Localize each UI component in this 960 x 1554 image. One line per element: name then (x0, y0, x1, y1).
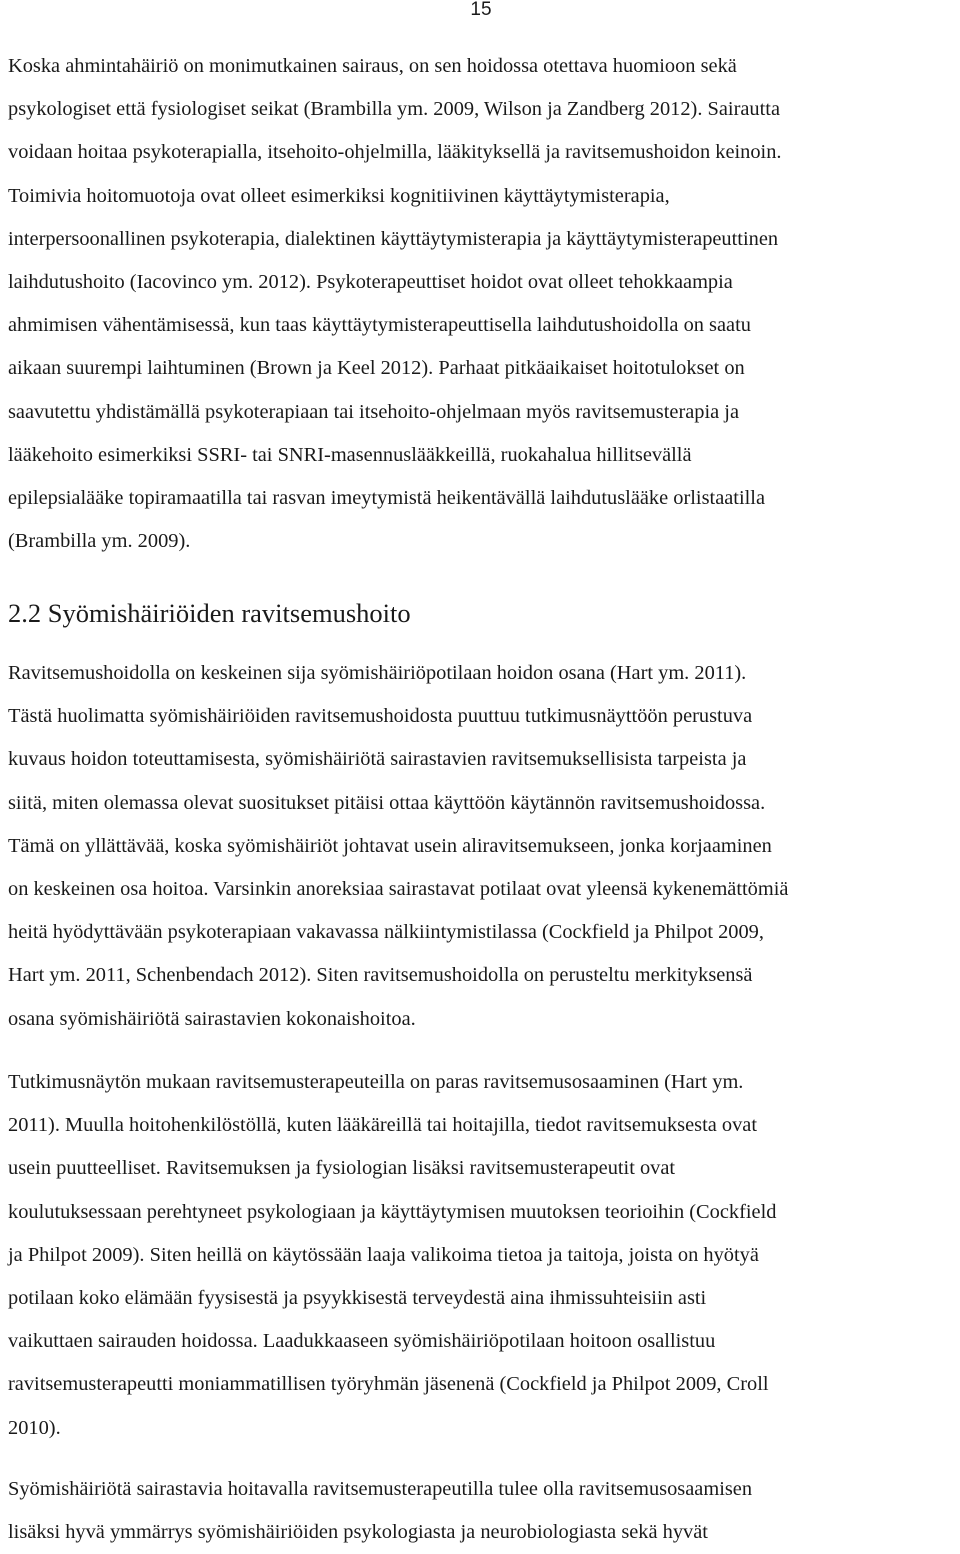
paragraph-binge-eating-treatment: Koska ahmintahäiriö on monimutkainen sairaus, on sen hoidossa otettava huomioon sekä psykologiset että fysiologiset seikat (Brambilla ym. 2009, Wilson ja Zandberg 2012). Sairautta voidaan hoitaa psykoterapialla, itsehoito-ohjelmilla, lääkityksellä ja ravitsemushoidon keinoin. Toimivia hoitomuotoja ovat olleet esimerkiksi kognitiivinen käyttäytymisterapia, interpersoonallinen psykoterapia, dialektinen käyttäytymisterapia ja käyttäytymisterapeuttinen laihdutushoito (Iacovinco ym. 2012). Psykoterapeuttiset hoidot ovat olleet tehokkaampia ahmimisen vähentämisessä, kun taas käyttäytymisterapeuttisella laihdutushoidolla on saatu aikaan suurempi laihtuminen (Brown ja Keel 2012). Parhaat pitkäaikaiset hoitotulokset on saavutettu yhdistämällä psykoterapiaan tai itsehoito-ohjelmaan myös ravitsemusterapia ja lääkehoito esimerkiksi SSRI- tai SNRI-masennuslääkkeillä, ruokahalua hillitsevällä epilepsialääke topiramaatilla tai rasvan imeytymistä heikentävällä laihdutuslääke orlistaatilla (Brambilla ym. 2009). (8, 55, 782, 553)
paragraph-therapist-requirements: Syömishäiriötä sairastavia hoitavalla ravitsemusterapeutilla tulee olla ravitsemusosaamisen lisäksi hyvä ymmärrys syömishäiriöiden psykologiasta ja neurobiologiasta sekä hyvät (8, 1478, 753, 1544)
section-heading: 2.2 Syömishäiriöiden ravitsemushoito (8, 598, 411, 628)
paragraph-nutrition-therapist-expertise: Tutkimusnäytön mukaan ravitsemusterapeuteilla on paras ravitsemusosaaminen (Hart ym. 2011). Muulla hoitohenkilöstöllä, kuten lääkäreillä tai hoitajilla, tiedot ravitsemuksesta ovat usein puutteelliset. Ravitsemuksen ja fysiologian lisäksi ravitsemusterapeutit ovat koulutuksessaan perehtyneet psykologiaan ja käyttäytymisen muutoksen teorioihin (Cockfield ja Philpot 2009). Siten heillä on käytössään laaja valikoima tietoa ja taitoja, joista on hyötyä potilaan koko elämään fyysisestä ja psyykkisestä terveydestä aina ihmissuhteisiin asti vaikuttaen sairauden hoidossa. Laadukkaaseen syömishäiriöpotilaan hoitoon osallistuu ravitsemusterapeutti moniammatillisen työryhmän jäsenenä (Cockfield ja Philpot 2009, Croll 2010). (8, 1071, 777, 1439)
paragraph-nutrition-therapy-role: Ravitsemushoidolla on keskeinen sija syömishäiriöpotilaan hoidon osana (Hart ym. 2011). Tästä huolimatta syömishäiriöiden ravitsemushoidosta puuttuu tutkimusnäyttöön perustuva kuvaus hoidon toteuttamisesta, syömishäiriötä sairastavien ravitsemuksellisista tarpeista ja siitä, miten olemassa olevat suositukset pitäisi ottaa käyttöön käytännön ravitsemushoidossa. Tämä on yllättävää, koska syömishäiriöt johtavat usein aliravitsemukseen, jonka korjaaminen on keskeinen osa hoitoa. Varsinkin anoreksiaa sairastavat potilaat ovat yleensä kykenemättömiä heitä hyödyttävään psykoterapiaan vakavassa nälkiintymistilassa (Cockfield ja Philpot 2009, Hart ym. 2011, Schenbendach 2012). Siten ravitsemushoidolla on perusteltu merkityksensä osana syömishäiriötä sairastavien kokonaishoitoa. (8, 662, 789, 1030)
page-number: 15 (470, 0, 492, 20)
